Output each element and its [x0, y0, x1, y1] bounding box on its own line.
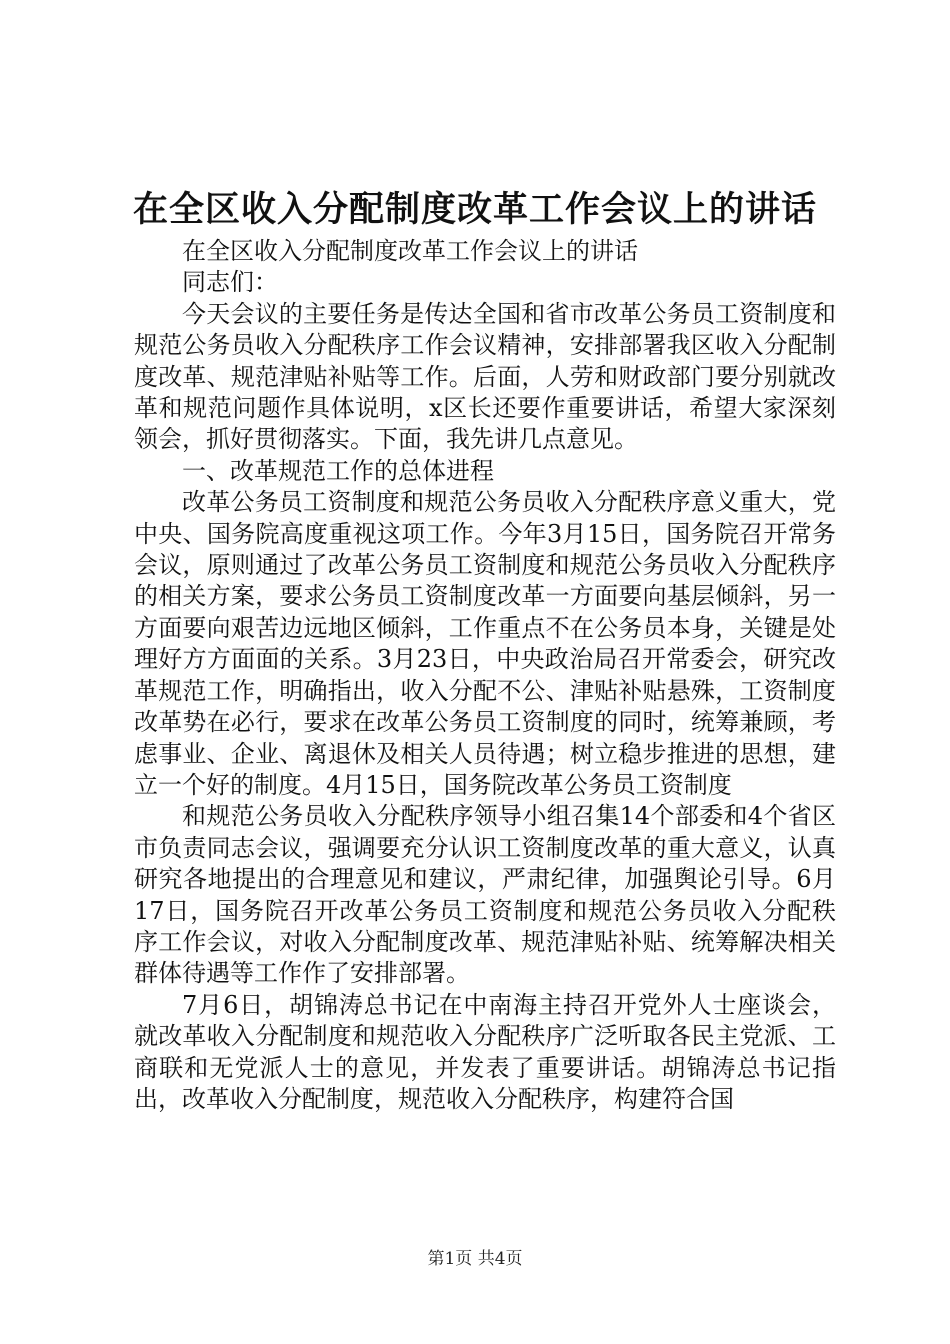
document-subtitle: 在全区收入分配制度改革工作会议上的讲话	[182, 237, 638, 265]
paragraph-leadership-meeting: 和规范公务员收入分配秩序领导小组召集14个部委和4个省区市负责同志会议，强调要充分认识工资制度改革的重大意义，认真研究各地提出的合理意见和建议，严肃纪律，加强舆论引导。6月17日，国务院召开改革公务员工资制度和规范公务员收入分配秩序工作会议，对收入分配制度改革、规范津贴补贴、统筹解决相关群体待遇等工作作了安排部署。	[134, 802, 836, 988]
paragraph-symposium: 7月6日，胡锦涛总书记在中南海主持召开党外人士座谈会，就改革收入分配制度和规范收入分配秩序广泛听取各民主党派、工商联和无党派人士的意见，并发表了重要讲话。胡锦涛总书记指出，改革收入分配制度，规范收入分配秩序，构建符合国	[134, 990, 836, 1113]
document-title: 在全区收入分配制度改革工作会议上的讲话	[132, 189, 817, 230]
paragraph-progress: 改革公务员工资制度和规范公务员收入分配秩序意义重大，党中央、国务院高度重视这项工作。今年3月15日，国务院召开常务会议，原则通过了改革公务员工资制度和规范公务员收入分配秩序的相关方案，要求公务员工资制度改革一方面要向基层倾斜，另一方面要向艰苦边远地区倾斜，工作重点不在公务员本身，关键是处理好方方面面的关系。3月23日，中央政治局召开常委会，研究改革规范工作，明确指出，收入分配不公、津贴补贴悬殊，工资制度改革势在必行，要求在改革公务员工资制度的同时，统筹兼顾，考虑事业、企业、离退休及相关人员待遇；树立稳步推进的思想，建立一个好的制度。4月15日，国务院改革公务员工资制度	[134, 488, 836, 799]
section-heading: 一、改革规范工作的总体进程	[182, 456, 494, 485]
document-body	[134, 236, 836, 1115]
page-indicator: 第1页 共4页	[427, 1249, 523, 1269]
paragraph-intro: 今天会议的主要任务是传达全国和省市改革公务员工资制度和规范公务员收入分配秩序工作会议精神，安排部署我区收入分配制度改革、规范津贴补贴等工作。后面，人劳和财政部门要分别就改革和规范问题作具体说明，x区长还要作重要讲话，希望大家深刻领会，抓好贯彻落实。下面，我先讲几点意见。	[134, 299, 836, 454]
salutation: 同志们：	[182, 268, 278, 297]
